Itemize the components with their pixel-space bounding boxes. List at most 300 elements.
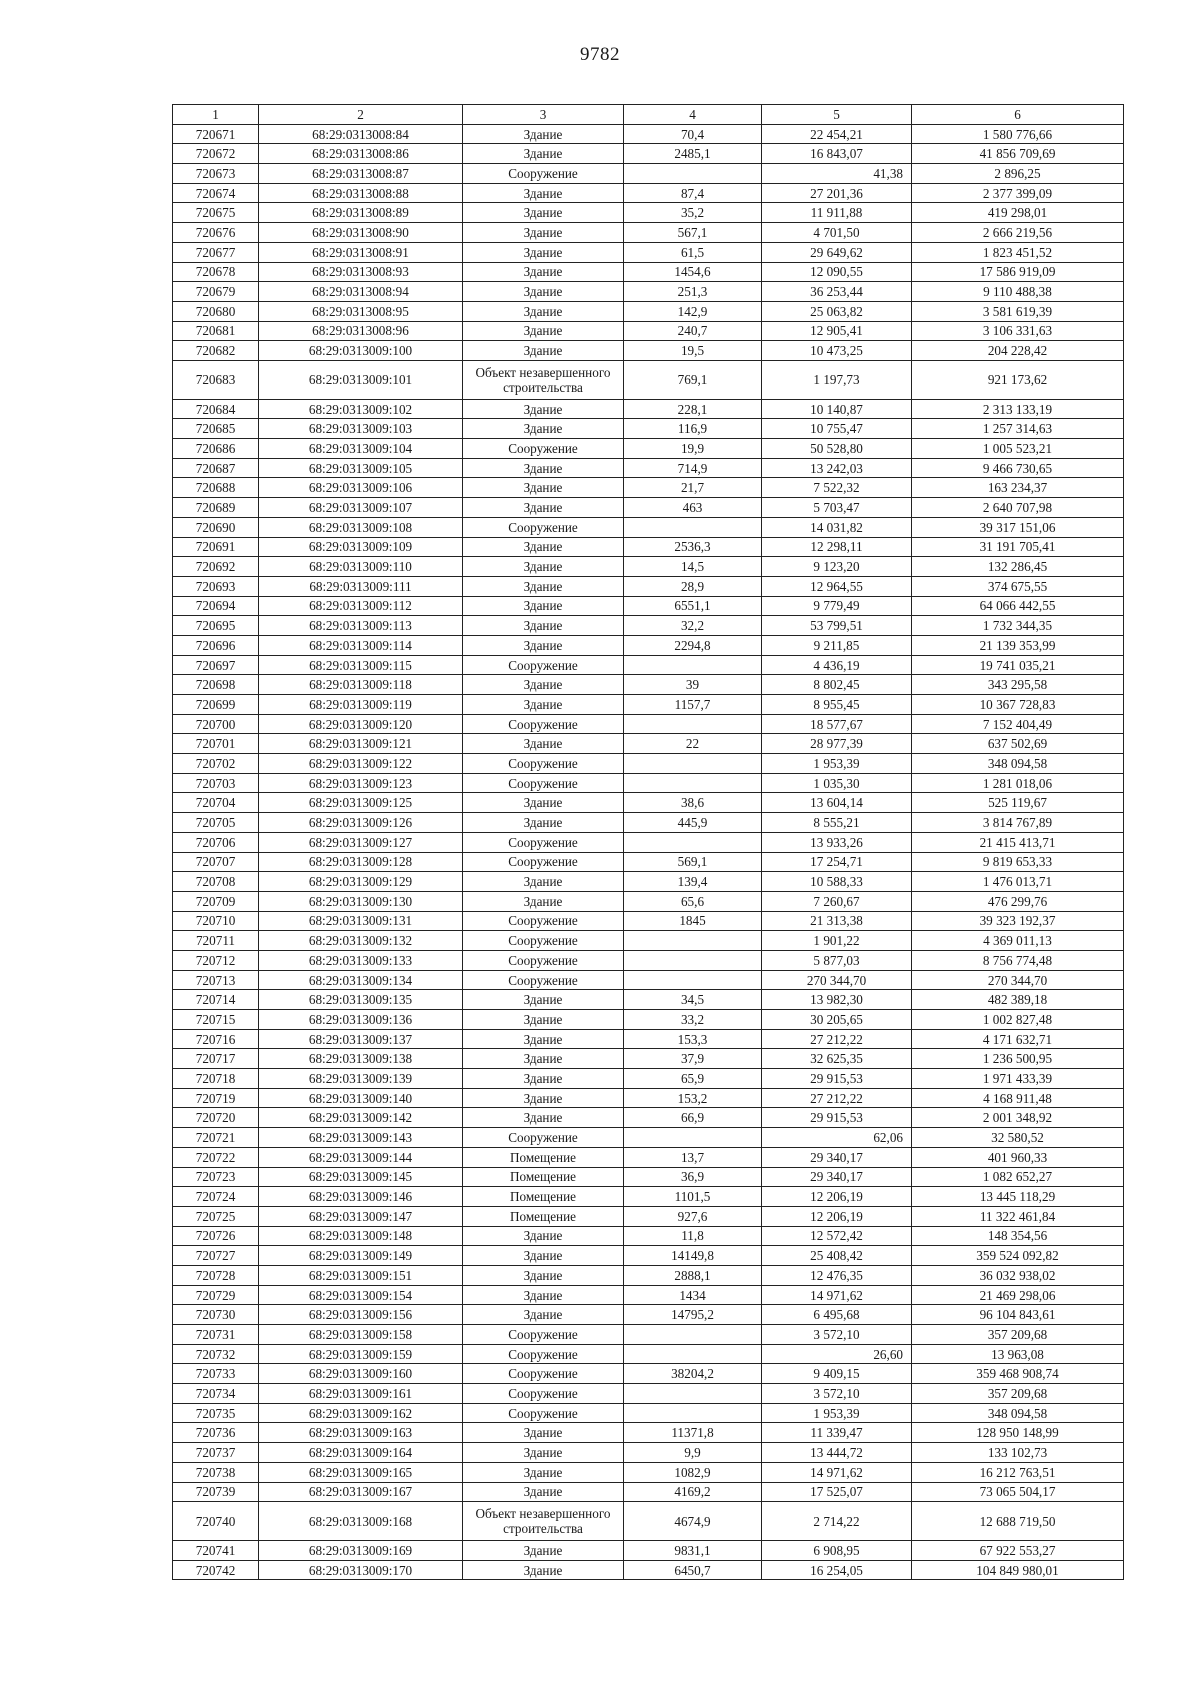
cadastral-number-cell: 68:29:0313009:100 (259, 341, 463, 361)
cadastral-value-cell: 525 119,67 (912, 793, 1124, 813)
object-type-cell: Здание (463, 1049, 624, 1069)
object-type-cell: Здание (463, 282, 624, 302)
cadastral-number-cell: 68:29:0313009:118 (259, 675, 463, 695)
row-number-cell: 720681 (173, 321, 259, 341)
cadastral-number-cell: 68:29:0313009:101 (259, 360, 463, 399)
cadastral-value-cell: 8 756 774,48 (912, 950, 1124, 970)
cadastral-number-cell: 68:29:0313009:142 (259, 1108, 463, 1128)
area-cell (624, 950, 762, 970)
object-type-cell: Здание (463, 478, 624, 498)
specific-value-cell: 30 205,65 (762, 1010, 912, 1030)
row-number-cell: 720696 (173, 635, 259, 655)
object-type-cell: Сооружение (463, 970, 624, 990)
cadastral-number-cell: 68:29:0313008:88 (259, 183, 463, 203)
cadastral-number-cell: 68:29:0313008:91 (259, 242, 463, 262)
area-cell: 70,4 (624, 124, 762, 144)
specific-value-cell: 25 063,82 (762, 301, 912, 321)
area-cell: 927,6 (624, 1206, 762, 1226)
area-cell: 714,9 (624, 458, 762, 478)
cadastral-value-cell: 359 524 092,82 (912, 1246, 1124, 1266)
cadastral-value-cell: 1 236 500,95 (912, 1049, 1124, 1069)
cadastral-value-cell: 39 317 151,06 (912, 517, 1124, 537)
object-type-cell: Сооружение (463, 439, 624, 459)
object-type-cell: Сооружение (463, 1325, 624, 1345)
specific-value-cell: 2 714,22 (762, 1502, 912, 1541)
row-number-cell: 720708 (173, 872, 259, 892)
row-number-cell: 720684 (173, 399, 259, 419)
area-cell: 65,6 (624, 891, 762, 911)
cadastral-value-cell: 41 856 709,69 (912, 144, 1124, 164)
cadastral-value-cell: 13 445 118,29 (912, 1187, 1124, 1207)
table-row (173, 891, 1124, 911)
cadastral-value-cell: 1 257 314,63 (912, 419, 1124, 439)
object-type-cell: Здание (463, 675, 624, 695)
table-row (173, 341, 1124, 361)
cadastral-number-cell: 68:29:0313009:169 (259, 1541, 463, 1561)
cadastral-value-cell: 104 849 980,01 (912, 1560, 1124, 1580)
page-number: 9782 (580, 44, 620, 65)
row-number-cell: 720722 (173, 1147, 259, 1167)
cadastral-value-cell: 36 032 938,02 (912, 1265, 1124, 1285)
specific-value-cell: 10 755,47 (762, 419, 912, 439)
row-number-cell: 720715 (173, 1010, 259, 1030)
specific-value-cell: 21 313,38 (762, 911, 912, 931)
specific-value-cell: 270 344,70 (762, 970, 912, 990)
specific-value-cell: 4 701,50 (762, 223, 912, 243)
table-row (173, 301, 1124, 321)
cadastral-value-cell: 359 468 908,74 (912, 1364, 1124, 1384)
specific-value-cell: 16 843,07 (762, 144, 912, 164)
specific-value-cell: 10 140,87 (762, 399, 912, 419)
area-cell: 38,6 (624, 793, 762, 813)
area-cell: 39 (624, 675, 762, 695)
table-row (173, 458, 1124, 478)
area-cell: 1845 (624, 911, 762, 931)
area-cell (624, 1384, 762, 1404)
specific-value-cell: 12 090,55 (762, 262, 912, 282)
table-row (173, 183, 1124, 203)
object-type-cell: Сооружение (463, 832, 624, 852)
cadastral-value-cell: 19 741 035,21 (912, 655, 1124, 675)
cadastral-value-cell: 921 173,62 (912, 360, 1124, 399)
cadastral-value-cell: 1 580 776,66 (912, 124, 1124, 144)
table-row (173, 242, 1124, 262)
cadastral-value-cell: 31 191 705,41 (912, 537, 1124, 557)
row-number-cell: 720697 (173, 655, 259, 675)
cadastral-number-cell: 68:29:0313008:87 (259, 164, 463, 184)
row-number-cell: 720687 (173, 458, 259, 478)
cadastral-value-cell: 1 281 018,06 (912, 773, 1124, 793)
cadastral-number-cell: 68:29:0313009:151 (259, 1265, 463, 1285)
object-type-cell: Объект незавершенного строительства (463, 360, 624, 399)
object-type-cell: Сооружение (463, 1384, 624, 1404)
table-row (173, 793, 1124, 813)
specific-value-cell: 7 260,67 (762, 891, 912, 911)
area-cell: 34,5 (624, 990, 762, 1010)
cadastral-value-cell: 128 950 148,99 (912, 1423, 1124, 1443)
table-row (173, 1246, 1124, 1266)
table-row (173, 1325, 1124, 1345)
table-row (173, 1541, 1124, 1561)
area-cell: 19,5 (624, 341, 762, 361)
row-number-cell: 720736 (173, 1423, 259, 1443)
table-row (173, 1147, 1124, 1167)
row-number-cell: 720671 (173, 124, 259, 144)
table-row (173, 911, 1124, 931)
specific-value-cell: 13 242,03 (762, 458, 912, 478)
area-cell: 14,5 (624, 557, 762, 577)
specific-value-cell: 27 201,36 (762, 183, 912, 203)
cadastral-value-cell: 67 922 553,27 (912, 1541, 1124, 1561)
area-cell: 22 (624, 734, 762, 754)
area-cell: 1157,7 (624, 695, 762, 715)
table-row (173, 1482, 1124, 1502)
object-type-cell: Помещение (463, 1206, 624, 1226)
table-row (173, 1560, 1124, 1580)
cadastral-value-cell: 11 322 461,84 (912, 1206, 1124, 1226)
table-row (173, 124, 1124, 144)
cadastral-value-cell: 1 082 652,27 (912, 1167, 1124, 1187)
row-number-cell: 720682 (173, 341, 259, 361)
cadastral-value-cell: 21 469 298,06 (912, 1285, 1124, 1305)
area-cell: 65,9 (624, 1069, 762, 1089)
table-row (173, 144, 1124, 164)
object-type-cell: Сооружение (463, 1344, 624, 1364)
specific-value-cell: 17 525,07 (762, 1482, 912, 1502)
cadastral-number-cell: 68:29:0313009:120 (259, 714, 463, 734)
cadastral-number-cell: 68:29:0313009:103 (259, 419, 463, 439)
object-type-cell: Здание (463, 891, 624, 911)
table-row (173, 1226, 1124, 1246)
cadastral-value-cell: 270 344,70 (912, 970, 1124, 990)
area-cell (624, 931, 762, 951)
table-row (173, 714, 1124, 734)
row-number-cell: 720702 (173, 754, 259, 774)
cadastral-number-cell: 68:29:0313009:148 (259, 1226, 463, 1246)
object-type-cell: Помещение (463, 1147, 624, 1167)
table-row (173, 773, 1124, 793)
object-type-cell: Сооружение (463, 714, 624, 734)
specific-value-cell: 1 953,39 (762, 1403, 912, 1423)
table-row (173, 695, 1124, 715)
specific-value-cell: 27 212,22 (762, 1088, 912, 1108)
specific-value-cell: 14 031,82 (762, 517, 912, 537)
specific-value-cell: 4 436,19 (762, 655, 912, 675)
row-number-cell: 720679 (173, 282, 259, 302)
cadastral-number-cell: 68:29:0313009:132 (259, 931, 463, 951)
object-type-cell: Здание (463, 341, 624, 361)
object-type-cell: Здание (463, 223, 624, 243)
cadastral-number-cell: 68:29:0313009:134 (259, 970, 463, 990)
object-type-cell: Здание (463, 399, 624, 419)
specific-value-cell: 11 339,47 (762, 1423, 912, 1443)
object-type-cell: Здание (463, 1443, 624, 1463)
cadastral-value-cell: 3 581 619,39 (912, 301, 1124, 321)
row-number-cell: 720692 (173, 557, 259, 577)
object-type-cell: Здание (463, 596, 624, 616)
cadastral-number-cell: 68:29:0313009:112 (259, 596, 463, 616)
table-row (173, 734, 1124, 754)
specific-value-cell: 29 340,17 (762, 1167, 912, 1187)
row-number-cell: 720706 (173, 832, 259, 852)
object-type-cell: Сооружение (463, 773, 624, 793)
row-number-cell: 720678 (173, 262, 259, 282)
object-type-cell: Здание (463, 498, 624, 518)
row-number-cell: 720725 (173, 1206, 259, 1226)
specific-value-cell: 18 577,67 (762, 714, 912, 734)
object-type-cell: Сооружение (463, 852, 624, 872)
row-number-cell: 720728 (173, 1265, 259, 1285)
cadastral-number-cell: 68:29:0313009:102 (259, 399, 463, 419)
cadastral-value-cell: 17 586 919,09 (912, 262, 1124, 282)
table-row (173, 1206, 1124, 1226)
cadastral-value-cell: 348 094,58 (912, 754, 1124, 774)
row-number-cell: 720703 (173, 773, 259, 793)
table-row (173, 1069, 1124, 1089)
object-type-cell: Здание (463, 1029, 624, 1049)
row-number-cell: 720680 (173, 301, 259, 321)
specific-value-cell: 8 802,45 (762, 675, 912, 695)
table-row (173, 203, 1124, 223)
column-header-3: 3 (463, 105, 624, 125)
specific-value-cell: 9 409,15 (762, 1364, 912, 1384)
area-cell: 2888,1 (624, 1265, 762, 1285)
row-number-cell: 720734 (173, 1384, 259, 1404)
object-type-cell: Здание (463, 1285, 624, 1305)
table-row (173, 596, 1124, 616)
object-type-cell: Здание (463, 734, 624, 754)
cadastral-value-cell: 637 502,69 (912, 734, 1124, 754)
row-number-cell: 720719 (173, 1088, 259, 1108)
cadastral-value-table (172, 104, 1124, 1580)
cadastral-value-cell: 10 367 728,83 (912, 695, 1124, 715)
object-type-cell: Здание (463, 301, 624, 321)
area-cell: 1434 (624, 1285, 762, 1305)
area-cell (624, 1128, 762, 1148)
specific-value-cell: 13 444,72 (762, 1443, 912, 1463)
cadastral-value-cell: 12 688 719,50 (912, 1502, 1124, 1541)
table-row (173, 1088, 1124, 1108)
column-header-2: 2 (259, 105, 463, 125)
table-row (173, 635, 1124, 655)
cadastral-number-cell: 68:29:0313009:109 (259, 537, 463, 557)
table-row (173, 990, 1124, 1010)
object-type-cell: Здание (463, 990, 624, 1010)
cadastral-number-cell: 68:29:0313009:136 (259, 1010, 463, 1030)
cadastral-number-cell: 68:29:0313009:168 (259, 1502, 463, 1541)
cadastral-value-cell: 133 102,73 (912, 1443, 1124, 1463)
cadastral-value-cell: 419 298,01 (912, 203, 1124, 223)
area-cell: 66,9 (624, 1108, 762, 1128)
table-row (173, 557, 1124, 577)
cadastral-number-cell: 68:29:0313008:94 (259, 282, 463, 302)
area-cell: 153,2 (624, 1088, 762, 1108)
cadastral-value-cell: 2 313 133,19 (912, 399, 1124, 419)
row-number-cell: 720709 (173, 891, 259, 911)
table-row (173, 655, 1124, 675)
cadastral-value-cell: 374 675,55 (912, 576, 1124, 596)
cadastral-number-cell: 68:29:0313009:135 (259, 990, 463, 1010)
table-row (173, 262, 1124, 282)
row-number-cell: 720710 (173, 911, 259, 931)
cadastral-number-cell: 68:29:0313009:111 (259, 576, 463, 596)
cadastral-number-cell: 68:29:0313009:154 (259, 1285, 463, 1305)
object-type-cell: Здание (463, 1069, 624, 1089)
table-row (173, 872, 1124, 892)
cadastral-number-cell: 68:29:0313009:108 (259, 517, 463, 537)
object-type-cell: Здание (463, 1226, 624, 1246)
area-cell: 1082,9 (624, 1462, 762, 1482)
specific-value-cell: 12 905,41 (762, 321, 912, 341)
row-number-cell: 720718 (173, 1069, 259, 1089)
cadastral-number-cell: 68:29:0313009:164 (259, 1443, 463, 1463)
cadastral-number-cell: 68:29:0313008:84 (259, 124, 463, 144)
area-cell: 251,3 (624, 282, 762, 302)
specific-value-cell: 50 528,80 (762, 439, 912, 459)
specific-value-cell: 29 915,53 (762, 1108, 912, 1128)
row-number-cell: 720693 (173, 576, 259, 596)
cadastral-value-cell: 1 823 451,52 (912, 242, 1124, 262)
object-type-cell: Здание (463, 458, 624, 478)
row-number-cell: 720686 (173, 439, 259, 459)
row-number-cell: 720677 (173, 242, 259, 262)
area-cell: 4169,2 (624, 1482, 762, 1502)
specific-value-cell: 26,60 (762, 1344, 912, 1364)
table-row (173, 537, 1124, 557)
column-header-4: 4 (624, 105, 762, 125)
specific-value-cell: 1 197,73 (762, 360, 912, 399)
specific-value-cell: 1 953,39 (762, 754, 912, 774)
row-number-cell: 720685 (173, 419, 259, 439)
area-cell: 6551,1 (624, 596, 762, 616)
specific-value-cell: 25 408,42 (762, 1246, 912, 1266)
object-type-cell: Здание (463, 1010, 624, 1030)
object-type-cell: Сооружение (463, 1128, 624, 1148)
area-cell: 2294,8 (624, 635, 762, 655)
cadastral-number-cell: 68:29:0313009:130 (259, 891, 463, 911)
row-number-cell: 720724 (173, 1187, 259, 1207)
row-number-cell: 720673 (173, 164, 259, 184)
table-row (173, 576, 1124, 596)
area-cell: 13,7 (624, 1147, 762, 1167)
specific-value-cell: 9 211,85 (762, 635, 912, 655)
specific-value-cell: 5 703,47 (762, 498, 912, 518)
table-row (173, 478, 1124, 498)
specific-value-cell: 10 588,33 (762, 872, 912, 892)
table-row (173, 1265, 1124, 1285)
specific-value-cell: 6 495,68 (762, 1305, 912, 1325)
cadastral-number-cell: 68:29:0313009:127 (259, 832, 463, 852)
row-number-cell: 720733 (173, 1364, 259, 1384)
specific-value-cell: 16 254,05 (762, 1560, 912, 1580)
specific-value-cell: 28 977,39 (762, 734, 912, 754)
cadastral-value-cell: 9 110 488,38 (912, 282, 1124, 302)
cadastral-value-cell: 163 234,37 (912, 478, 1124, 498)
area-cell (624, 655, 762, 675)
cadastral-number-cell: 68:29:0313009:165 (259, 1462, 463, 1482)
object-type-cell: Здание (463, 321, 624, 341)
row-number-cell: 720675 (173, 203, 259, 223)
table-row (173, 321, 1124, 341)
area-cell (624, 754, 762, 774)
row-number-cell: 720689 (173, 498, 259, 518)
specific-value-cell: 12 572,42 (762, 1226, 912, 1246)
specific-value-cell: 12 964,55 (762, 576, 912, 596)
cadastral-value-cell: 476 299,76 (912, 891, 1124, 911)
cadastral-value-cell: 1 732 344,35 (912, 616, 1124, 636)
specific-value-cell: 62,06 (762, 1128, 912, 1148)
object-type-cell: Сооружение (463, 655, 624, 675)
row-number-cell: 720690 (173, 517, 259, 537)
cadastral-value-cell: 4 171 632,71 (912, 1029, 1124, 1049)
table-row (173, 813, 1124, 833)
object-type-cell: Здание (463, 144, 624, 164)
area-cell: 139,4 (624, 872, 762, 892)
cadastral-value-cell: 21 139 353,99 (912, 635, 1124, 655)
object-type-cell: Здание (463, 1246, 624, 1266)
area-cell (624, 773, 762, 793)
object-type-cell: Здание (463, 242, 624, 262)
area-cell (624, 1403, 762, 1423)
cadastral-value-cell: 4 168 911,48 (912, 1088, 1124, 1108)
specific-value-cell: 1 035,30 (762, 773, 912, 793)
row-number-cell: 720674 (173, 183, 259, 203)
object-type-cell: Здание (463, 813, 624, 833)
specific-value-cell: 32 625,35 (762, 1049, 912, 1069)
row-number-cell: 720701 (173, 734, 259, 754)
specific-value-cell: 13 982,30 (762, 990, 912, 1010)
table-row (173, 1108, 1124, 1128)
area-cell: 9831,1 (624, 1541, 762, 1561)
table-row (173, 675, 1124, 695)
area-cell (624, 832, 762, 852)
area-cell: 11371,8 (624, 1423, 762, 1443)
object-type-cell: Сооружение (463, 911, 624, 931)
object-type-cell: Здание (463, 872, 624, 892)
cadastral-number-cell: 68:29:0313008:93 (259, 262, 463, 282)
specific-value-cell: 6 908,95 (762, 1541, 912, 1561)
specific-value-cell: 7 522,32 (762, 478, 912, 498)
cadastral-value-cell: 9 466 730,65 (912, 458, 1124, 478)
cadastral-value-cell: 16 212 763,51 (912, 1462, 1124, 1482)
object-type-cell: Объект незавершенного строительства (463, 1502, 624, 1541)
cadastral-number-cell: 68:29:0313009:159 (259, 1344, 463, 1364)
cadastral-value-cell: 32 580,52 (912, 1128, 1124, 1148)
cadastral-value-cell: 21 415 413,71 (912, 832, 1124, 852)
area-cell: 116,9 (624, 419, 762, 439)
table-row (173, 439, 1124, 459)
table-row (173, 164, 1124, 184)
table-row (173, 1285, 1124, 1305)
table-row (173, 360, 1124, 399)
table-row (173, 1029, 1124, 1049)
row-number-cell: 720740 (173, 1502, 259, 1541)
object-type-cell: Сооружение (463, 1364, 624, 1384)
cadastral-number-cell: 68:29:0313009:156 (259, 1305, 463, 1325)
column-header-6: 6 (912, 105, 1124, 125)
cadastral-value-cell: 401 960,33 (912, 1147, 1124, 1167)
object-type-cell: Здание (463, 262, 624, 282)
object-type-cell: Здание (463, 557, 624, 577)
object-type-cell: Здание (463, 1108, 624, 1128)
cadastral-value-cell: 3 814 767,89 (912, 813, 1124, 833)
cadastral-number-cell: 68:29:0313009:110 (259, 557, 463, 577)
column-header-1: 1 (173, 105, 259, 125)
table-row (173, 852, 1124, 872)
area-cell: 445,9 (624, 813, 762, 833)
cadastral-value-cell: 64 066 442,55 (912, 596, 1124, 616)
row-number-cell: 720741 (173, 1541, 259, 1561)
